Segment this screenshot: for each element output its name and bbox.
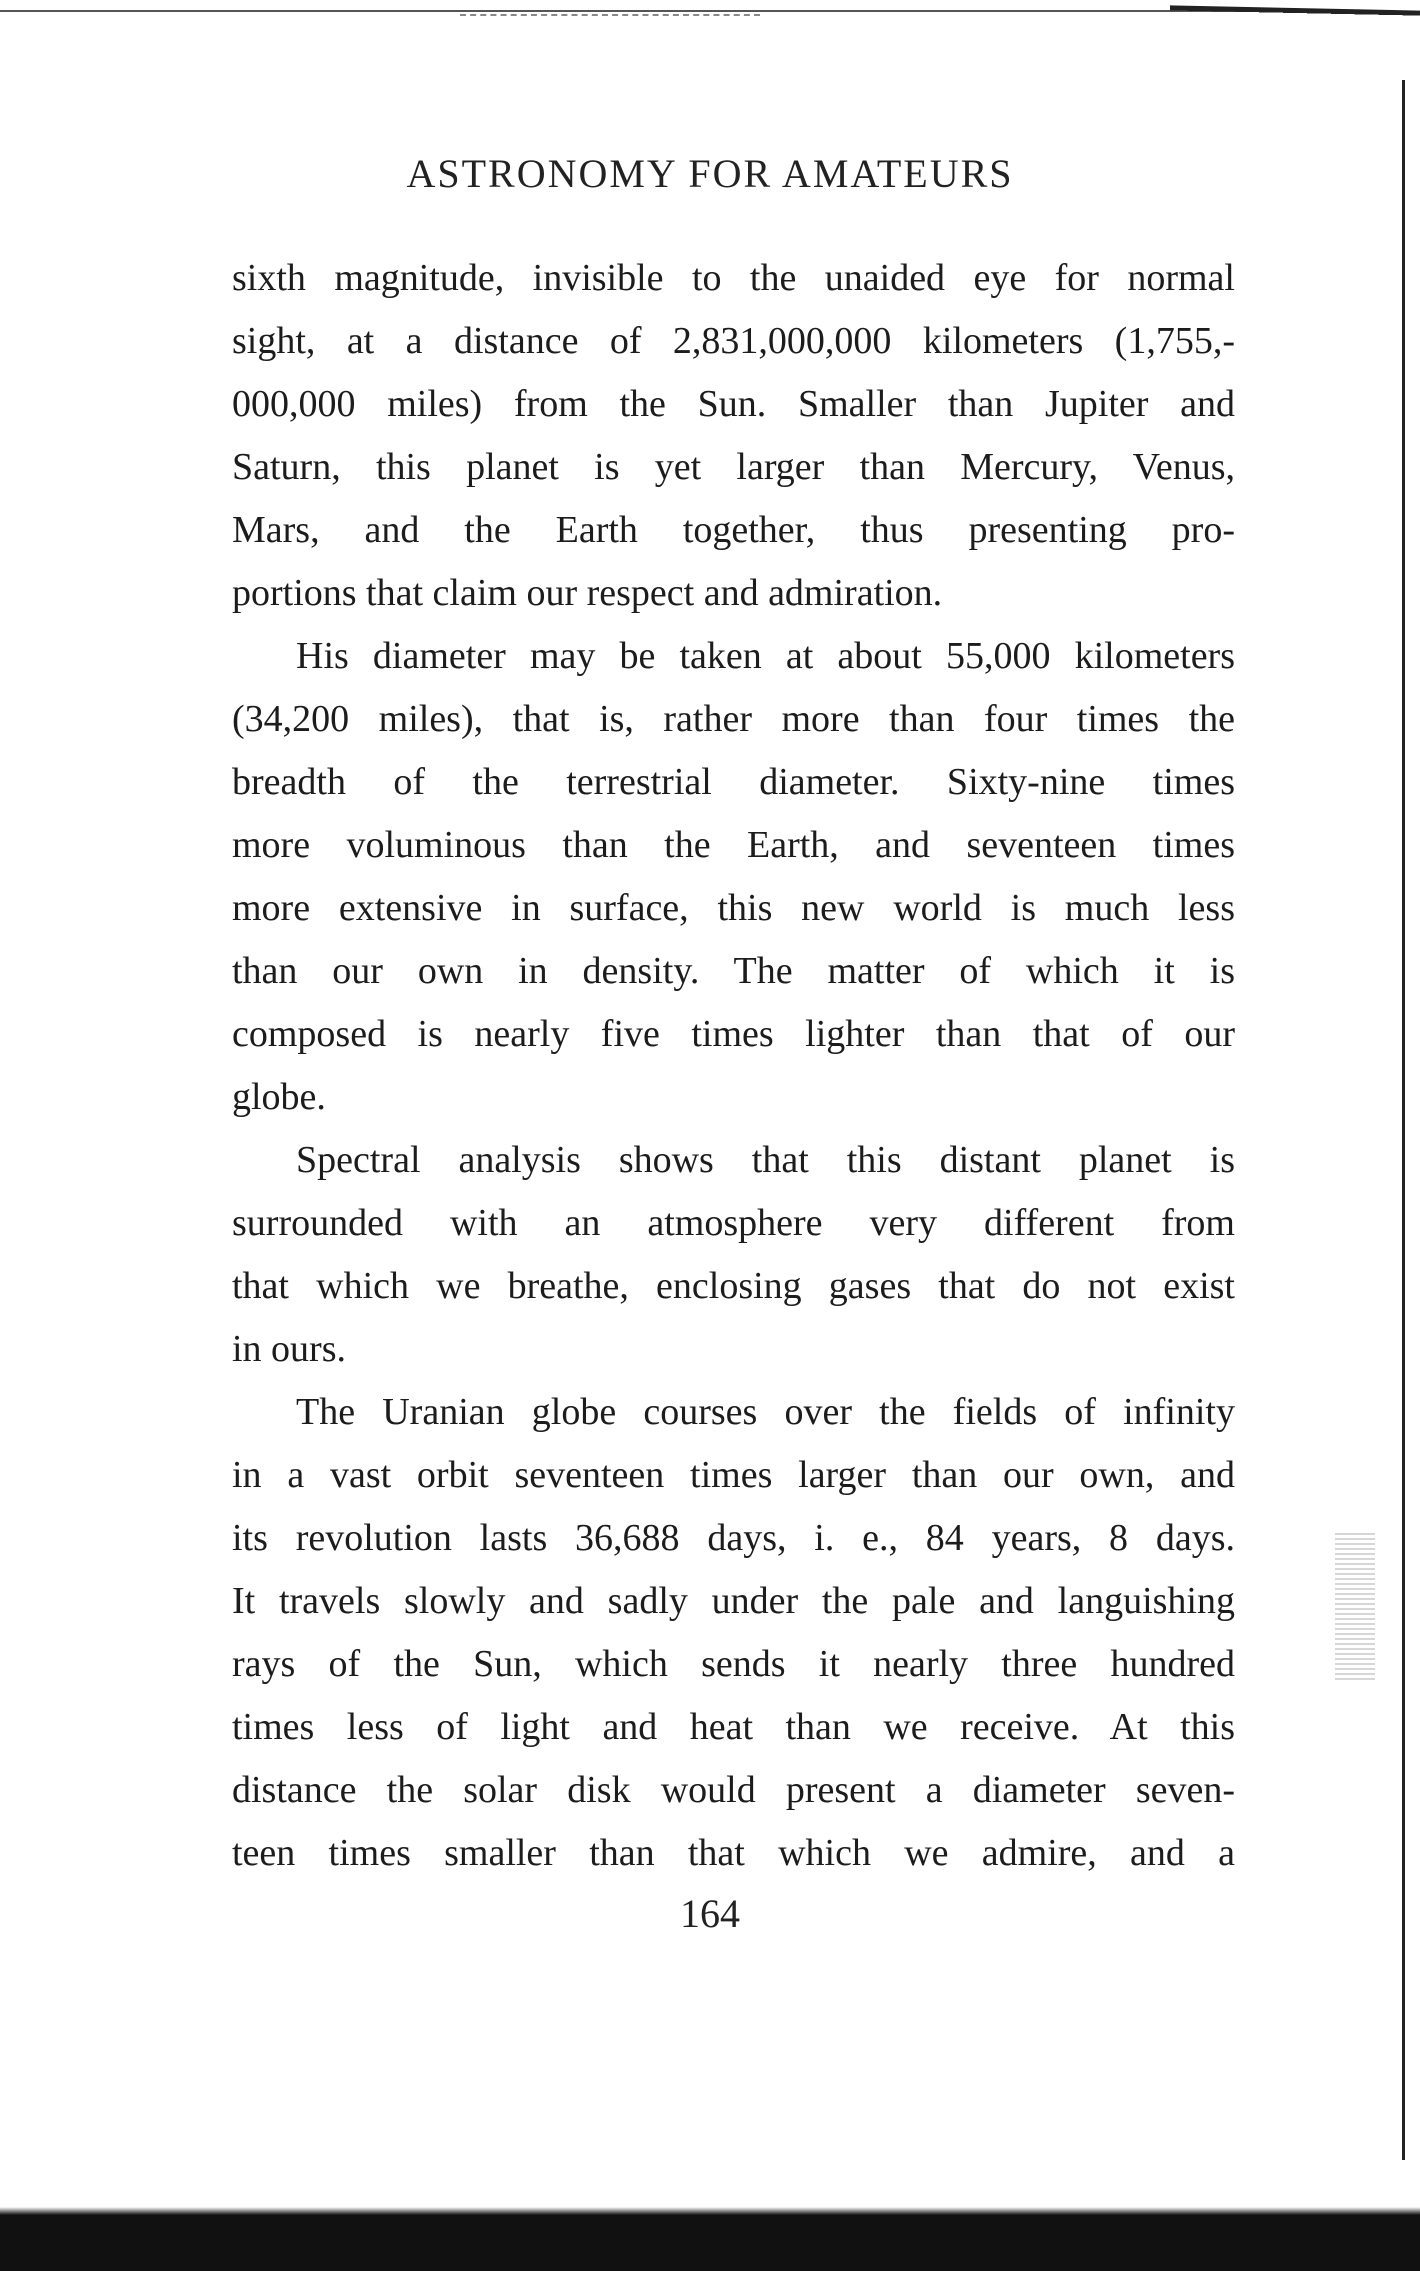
text-line: in ours. [232,1328,346,1370]
text-line: sixth magnitude, invisible to the unaided eye for normal [232,257,1235,299]
text-line: times less of light and heat than we receive. At this [232,1706,1235,1748]
page-number: 164 [680,1891,740,1936]
scan-speckle [1335,1530,1375,1680]
scan-top-rule [0,10,1340,12]
text-line: in a vast orbit seventeen times larger than our own, and [232,1454,1235,1496]
text-line: rays of the Sun, which sends it nearly three hundred [232,1643,1235,1685]
text-line: distance the solar disk would present a diameter seven- [232,1769,1235,1811]
text-line: Spectral analysis shows that this distant planet is [296,1139,1235,1181]
text-line: Mars, and the Earth together, thus presenting pro- [232,509,1235,551]
text-line: sight, at a distance of 2,831,000,000 kilometers (1,755,- [232,320,1235,362]
scan-right-edge [1402,80,1405,2160]
paragraph [232,1129,1235,1381]
text-line: than our own in density. The matter of which it is [232,950,1235,992]
running-head: ASTRONOMY FOR AMATEURS [406,151,1014,196]
text-line: (34,200 miles), that is, rather more than four times the [232,698,1235,740]
paragraph [232,1381,1235,1885]
text-line: It travels slowly and sadly under the pale and languishing [232,1580,1235,1622]
text-line: more voluminous than the Earth, and seventeen times [232,824,1235,866]
scan-top-dashed-rule [460,14,760,16]
paragraph [232,625,1235,1129]
text-line: its revolution lasts 36,688 days, i. e., 84 years, 8 days. [232,1517,1235,1559]
text-line: composed is nearly five times lighter than that of our [232,1013,1235,1055]
text-line: The Uranian globe courses over the fields of infinity [296,1391,1235,1433]
body-text [232,247,1235,1885]
scan-top-right-edge [1170,5,1420,24]
text-line: more extensive in surface, this new world is much less [232,887,1235,929]
text-line: that which we breathe, enclosing gases that do not exist [232,1265,1235,1307]
text-line: 000,000 miles) from the Sun. Smaller than Jupiter and [232,383,1235,425]
text-line: teen times smaller than that which we admire, and a [232,1832,1235,1874]
scan-bottom-band [0,2215,1420,2271]
text-line: portions that claim our respect and admiration. [232,572,943,614]
text-line: surrounded with an atmosphere very different from [232,1202,1235,1244]
text-line: globe. [232,1076,326,1118]
text-line: Saturn, this planet is yet larger than Mercury, Venus, [232,446,1235,488]
paragraph [232,247,1235,625]
text-line: breadth of the terrestrial diameter. Sixty-nine times [232,761,1235,803]
text-line: His diameter may be taken at about 55,000 kilometers [296,635,1235,677]
